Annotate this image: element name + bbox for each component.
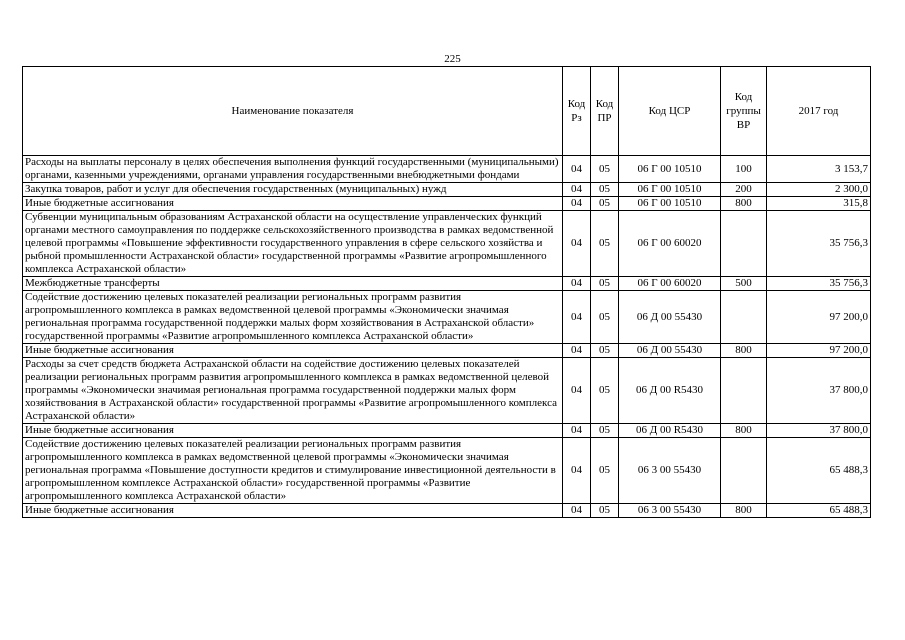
- row-csr: 06 Г 00 60020: [619, 211, 721, 277]
- row-name: Межбюджетные трансферты: [23, 277, 563, 291]
- row-pr: 05: [591, 438, 619, 504]
- row-pr: 05: [591, 291, 619, 344]
- row-pr: 05: [591, 183, 619, 197]
- row-name: Содействие достижению целевых показателей реализации региональных программ развития агропромышленного комплекса в рамках ведомственной целевой программы «Экономически значимая региональная программа «Повышение доступности кредитов и стимулирование инвестиционной деятельности в агропромышленном комплексе Астраханской области» государственной программы «Развитие агропромышленного комплекса Астраханской области»: [23, 438, 563, 504]
- table-row: [23, 183, 871, 197]
- row-vr: 500: [721, 277, 767, 291]
- row-pr: 05: [591, 211, 619, 277]
- row-rz: 04: [563, 424, 591, 438]
- header-year: 2017 год: [767, 67, 871, 156]
- row-rz: 04: [563, 277, 591, 291]
- row-pr: 05: [591, 156, 619, 183]
- table-row: [23, 277, 871, 291]
- row-name: Содействие достижению целевых показателей реализации региональных программ развития агропромышленного комплекса в рамках ведомственной целевой программы «Экономически значимая региональная программа государственной поддержки малых форм хозяйствования в Астраханской области» государственной программы «Развитие агропромышленного комплекса Астраханской области»: [23, 291, 563, 344]
- table-row: [23, 424, 871, 438]
- header-rz: Код Рз: [563, 67, 591, 156]
- header-vr: Код группы ВР: [721, 67, 767, 156]
- row-pr: 05: [591, 277, 619, 291]
- row-vr: 800: [721, 504, 767, 518]
- row-csr: 06 3 00 55430: [619, 504, 721, 518]
- row-rz: 04: [563, 291, 591, 344]
- table-row: [23, 344, 871, 358]
- row-name: Расходы за счет средств бюджета Астраханской области на содействие достижению целевых показателей реализации региональных программ развития агропромышленного комплекса в рамках ведомственной целевой программы «Экономически значимая региональная программа государственной поддержки малых форм хозяйствования в Астраханской области» государственной программы «Развитие агропромышленного комплекса Астраханской области»: [23, 358, 563, 424]
- row-amount: 97 200,0: [767, 291, 871, 344]
- row-amount: 315,8: [767, 197, 871, 211]
- row-vr: [721, 211, 767, 277]
- row-vr: 800: [721, 424, 767, 438]
- row-rz: 04: [563, 358, 591, 424]
- row-amount: 37 800,0: [767, 424, 871, 438]
- row-vr: 200: [721, 183, 767, 197]
- row-rz: 04: [563, 183, 591, 197]
- page-number: 225: [444, 53, 461, 65]
- table-row: [23, 291, 871, 344]
- row-csr: 06 Г 00 10510: [619, 156, 721, 183]
- row-pr: 05: [591, 197, 619, 211]
- row-name: Закупка товаров, работ и услуг для обеспечения государственных (муниципальных) нужд: [23, 183, 563, 197]
- row-csr: 06 Г 00 10510: [619, 183, 721, 197]
- table-row: [23, 438, 871, 504]
- row-pr: 05: [591, 358, 619, 424]
- header-csr: Код ЦСР: [619, 67, 721, 156]
- row-name: Иные бюджетные ассигнования: [23, 504, 563, 518]
- row-rz: 04: [563, 344, 591, 358]
- row-amount: 35 756,3: [767, 277, 871, 291]
- table-row: [23, 197, 871, 211]
- row-pr: 05: [591, 424, 619, 438]
- row-csr: 06 3 00 55430: [619, 438, 721, 504]
- table-row: [23, 156, 871, 183]
- header-name: Наименование показателя: [23, 67, 563, 156]
- row-rz: 04: [563, 504, 591, 518]
- row-vr: 100: [721, 156, 767, 183]
- row-csr: 06 Д 00 R5430: [619, 424, 721, 438]
- row-vr: [721, 438, 767, 504]
- row-rz: 04: [563, 438, 591, 504]
- row-csr: 06 Д 00 55430: [619, 291, 721, 344]
- row-amount: 37 800,0: [767, 358, 871, 424]
- row-csr: 06 Г 00 60020: [619, 277, 721, 291]
- row-amount: 65 488,3: [767, 504, 871, 518]
- table-row: [23, 504, 871, 518]
- row-name: Расходы на выплаты персоналу в целях обеспечения выполнения функций государственными (муниципальными) органами, казенными учреждениями, органами управления государственными внебюджетными фондами: [23, 156, 563, 183]
- row-csr: 06 Д 00 R5430: [619, 358, 721, 424]
- row-amount: 97 200,0: [767, 344, 871, 358]
- row-vr: [721, 358, 767, 424]
- row-pr: 05: [591, 504, 619, 518]
- header-pr: Код ПР: [591, 67, 619, 156]
- row-amount: 3 153,7: [767, 156, 871, 183]
- budget-table: [22, 66, 871, 518]
- row-name: Субвенции муниципальным образованиям Астраханской области на осуществление управленческих функций органами местного самоуправления по поддержке сельскохозяйственного производства в рамках ведомственной целевой программы «Повышение эффективности государственного управления в сфере сельского хозяйства и рыбной промышленности Астраханской области» государственной программы «Развитие агропромышленного комплекса Астраханской области»: [23, 211, 563, 277]
- row-name: Иные бюджетные ассигнования: [23, 344, 563, 358]
- row-amount: 65 488,3: [767, 438, 871, 504]
- table-row: [23, 358, 871, 424]
- row-vr: [721, 291, 767, 344]
- row-rz: 04: [563, 211, 591, 277]
- table-body: [23, 156, 871, 518]
- row-amount: 2 300,0: [767, 183, 871, 197]
- row-csr: 06 Г 00 10510: [619, 197, 721, 211]
- row-rz: 04: [563, 197, 591, 211]
- row-amount: 35 756,3: [767, 211, 871, 277]
- row-vr: 800: [721, 344, 767, 358]
- row-name: Иные бюджетные ассигнования: [23, 197, 563, 211]
- row-name: Иные бюджетные ассигнования: [23, 424, 563, 438]
- row-pr: 05: [591, 344, 619, 358]
- table-header-row: [23, 67, 871, 156]
- row-rz: 04: [563, 156, 591, 183]
- row-csr: 06 Д 00 55430: [619, 344, 721, 358]
- table-row: [23, 211, 871, 277]
- row-vr: 800: [721, 197, 767, 211]
